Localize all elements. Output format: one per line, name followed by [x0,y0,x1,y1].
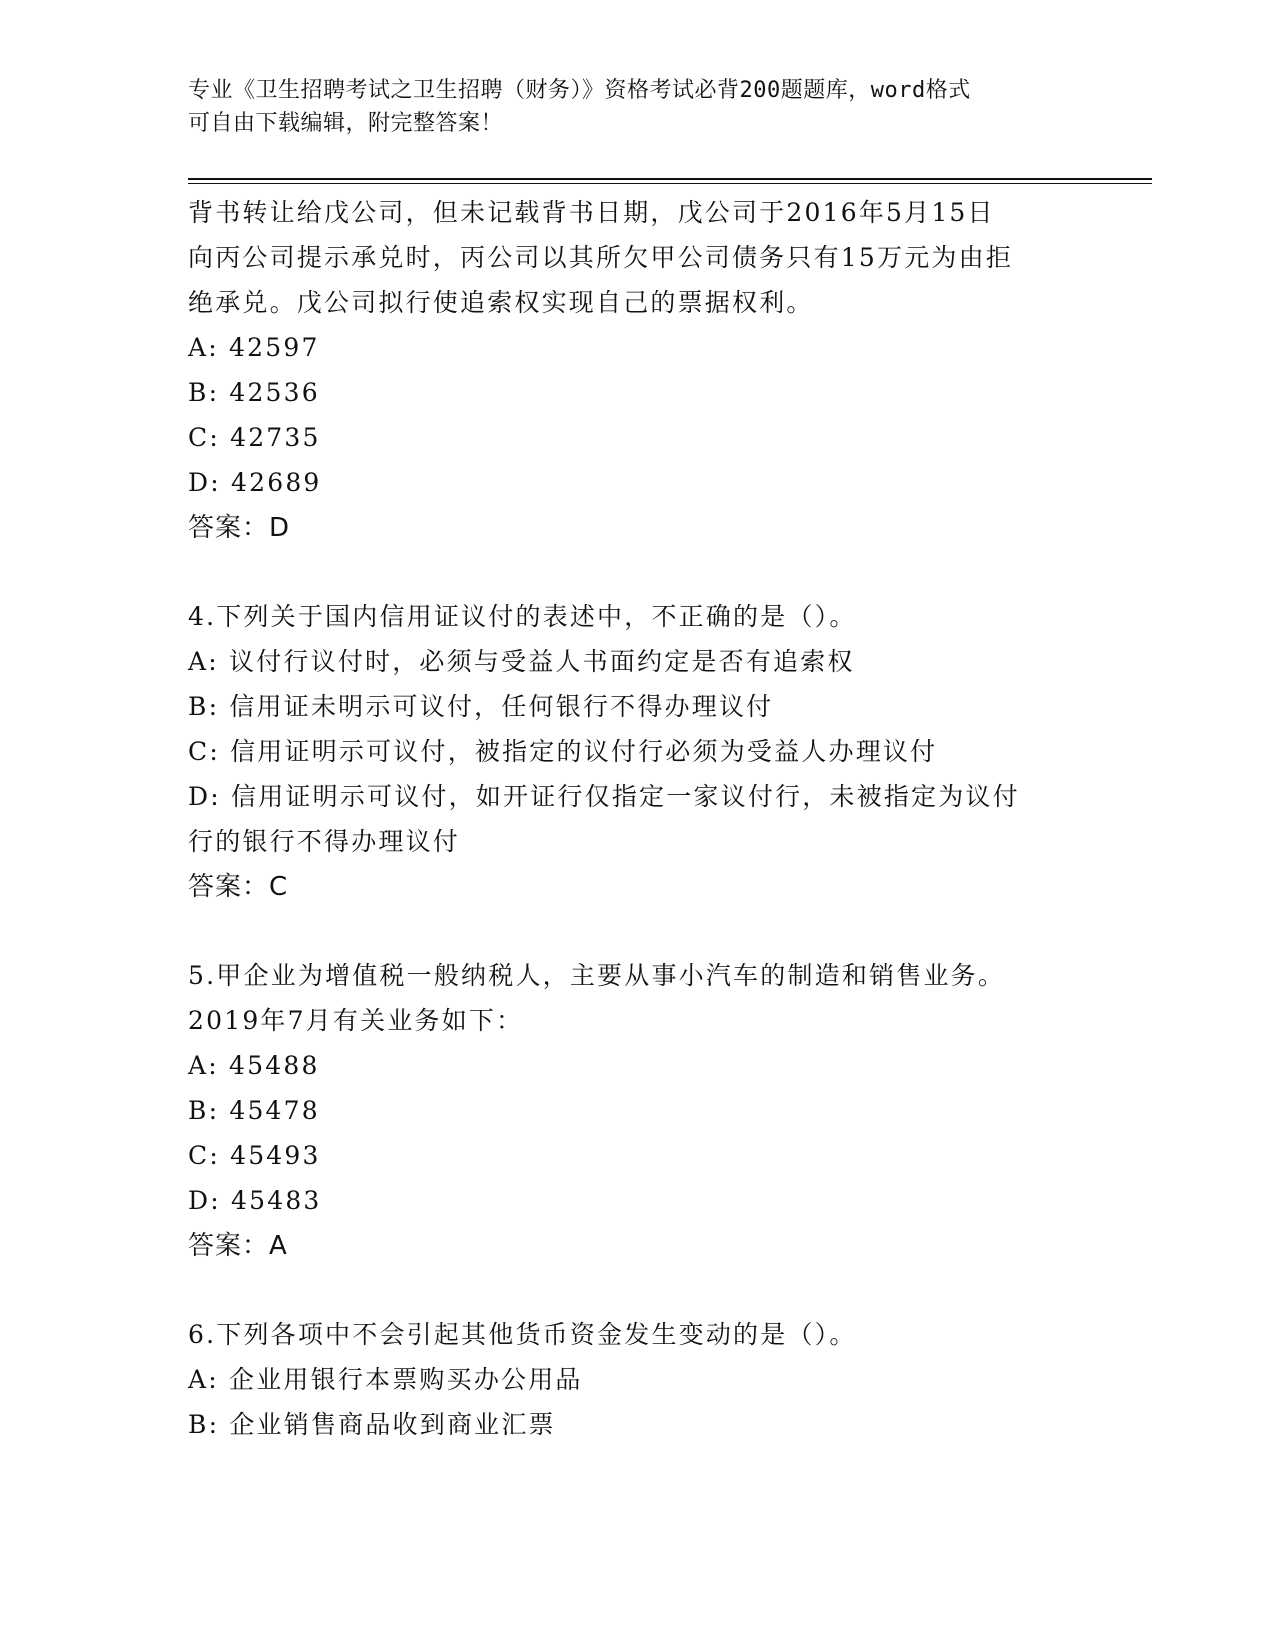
option-a: A: 议付行议付时，必须与受益人书面约定是否有追索权 [188,647,855,676]
header-title-line-2: 可自由下载编辑，附完整答案！ [188,111,504,136]
option-d: D: 45483 [188,1186,322,1215]
header-divider-thin [188,183,1152,184]
option-a: A: 45488 [188,1051,320,1080]
question-text-line: 6.下列各项中不会引起其他货币资金发生变动的是（）。 [188,1320,857,1349]
option-d: D: 42689 [188,468,322,497]
header-title-line-1: 专业《卫生招聘考试之卫生招聘（财务）》资格考试必背200题题库，word格式 [188,78,971,103]
option-a: A: 企业用银行本票购买办公用品 [188,1365,583,1394]
question-3-continued [188,190,1078,551]
question-6 [188,1312,1078,1447]
question-text-line: 4.下列关于国内信用证议付的表述中，不正确的是（）。 [188,602,857,631]
option-c: C: 42735 [188,423,321,452]
option-d: D: 信用证明示可议付，如开证行仅指定一家议付行，未被指定为议付 [188,782,1020,811]
section-spacer [188,910,1078,953]
document-header [188,74,1068,140]
answer-label: 答案：A [188,1231,288,1261]
header-divider-thick [188,178,1152,180]
question-text-line: 绝承兑。戊公司拟行使追索权实现自己的票据权利。 [188,288,814,317]
section-spacer [188,551,1078,594]
option-b: B: 45478 [188,1096,320,1125]
option-b: B: 企业销售商品收到商业汇票 [188,1410,556,1439]
question-text-line: 5.甲企业为增值税一般纳税人，主要从事小汽车的制造和销售业务。 [188,961,1006,990]
answer-label: 答案：D [188,513,291,543]
question-5 [188,953,1078,1269]
question-4 [188,594,1078,910]
option-a: A: 42597 [188,333,320,362]
option-c: C: 45493 [188,1141,321,1170]
option-d-continued: 行的银行不得办理议付 [188,827,461,856]
option-c: C: 信用证明示可议付，被指定的议付行必须为受益人办理议付 [188,737,938,766]
option-b: B: 信用证未明示可议付，任何银行不得办理议付 [188,692,774,721]
question-text-line: 背书转让给戊公司，但未记载背书日期，戊公司于2016年5月15日 [188,198,995,227]
option-b: B: 42536 [188,378,320,407]
section-spacer [188,1269,1078,1312]
question-text-line: 向丙公司提示承兑时，丙公司以其所欠甲公司债务只有15万元为由拒 [188,243,1014,272]
answer-label: 答案：C [188,872,289,902]
question-content [188,190,1078,1447]
question-text-line: 2019年7月有关业务如下： [188,1006,524,1035]
